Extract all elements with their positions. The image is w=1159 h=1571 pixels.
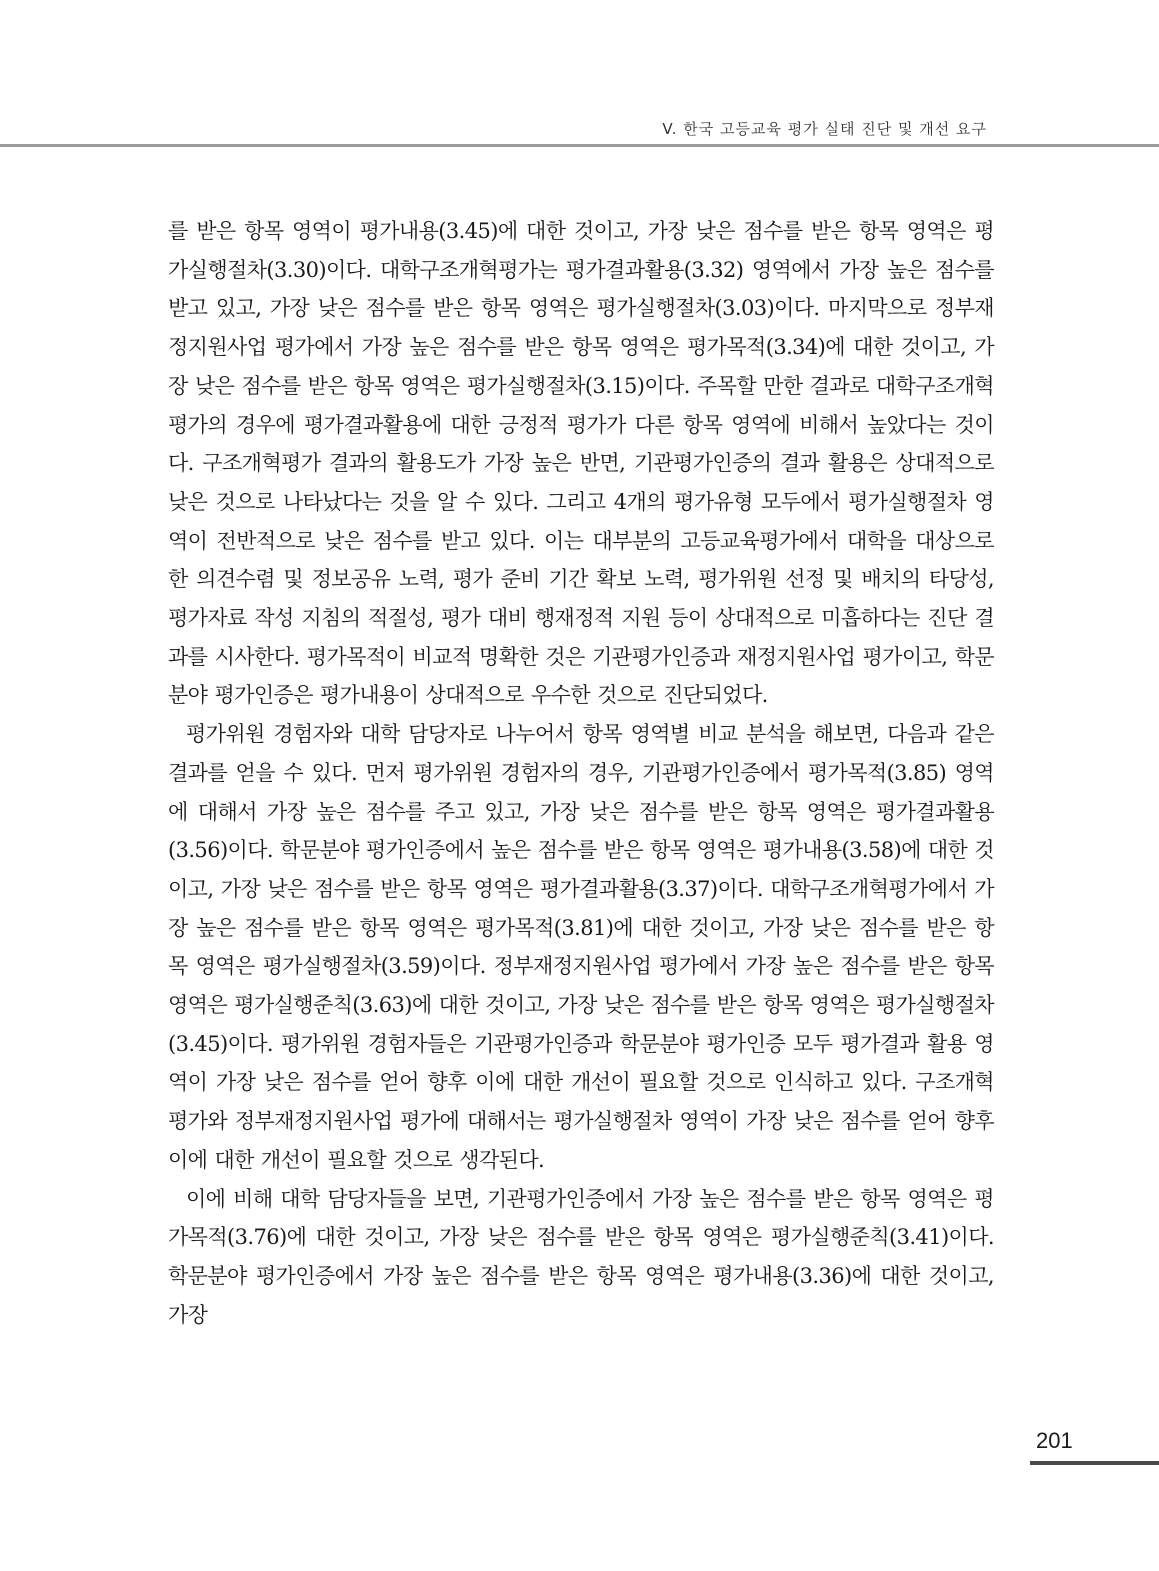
body-text [168,212,994,1334]
paragraph: 를 받은 항목 영역이 평가내용(3.45)에 대한 것이고, 가장 낮은 점수를 받은 항목 영역은 평가실행절차(3.30)이다. 대학구조개혁평가는 평가결과활용(3.32) 영역에서 가장 높은 점수를 받고 있고, 가장 낮은 점수를 받은 항목 영역은 평가실행절차(3.03)이다. 마지막으로 정부재정지원사업 평가에서 가장 높은 점수를 받은 항목 영역은 평가목적(3.34)에 대한 것이고, 가장 낮은 점수를 받은 항목 영역은 평가실행절차(3.15)이다. 주목할 만한 결과로 대학구조개혁평가의 경우에 평가결과활용에 대한 긍정적 평가가 다른 항목 영역에 비해서 높았다는 것이다. 구조개혁평가 결과의 활용도가 가장 높은 반면, 기관평가인증의 결과 활용은 상대적으로 낮은 것으로 나타났다는 것을 알 수 있다. 그리고 4개의 평가유형 모두에서 평가실행절차 영역이 전반적으로 낮은 점수를 받고 있다. 이는 대부분의 고등교육평가에서 대학을 대상으로 한 의견수렴 및 정보공유 노력, 평가 준비 기간 확보 노력, 평가위원 선정 및 배치의 타당성, 평가자료 작성 지침의 적절성, 평가 대비 행재정적 지원 등이 상대적으로 미흡하다는 진단 결과를 시사한다. 평가목적이 비교적 명확한 것은 기관평가인증과 재정지원사업 평가이고, 학문분야 평가인증은 평가내용이 상대적으로 우수한 것으로 진단되었다. [168,219,994,708]
header-rule [0,144,1159,147]
page-number: 201 [1036,1428,1073,1453]
running-header: V. 한국 고등교육 평가 실태 진단 및 개선 요구 [662,120,987,138]
paragraph: 이에 비해 대학 담당자들을 보면, 기관평가인증에서 가장 높은 점수를 받은 항목 영역은 평가목적(3.76)에 대한 것이고, 가장 낮은 점수를 받은 항목 영역은 평가실행준칙(3.41)이다. 학문분야 평가인증에서 가장 높은 점수를 받은 항목 영역은 평가내용(3.36)에 대한 것이고, 가장 [168,1186,994,1327]
paragraph: 평가위원 경험자와 대학 담당자로 나누어서 항목 영역별 비교 분석을 해보면, 다음과 같은 결과를 얻을 수 있다. 먼저 평가위원 경험자의 경우, 기관평가인증에서 평가목적(3.85) 영역에 대해서 가장 높은 점수를 주고 있고, 가장 낮은 점수를 받은 항목 영역은 평가결과활용(3.56)이다. 학문분야 평가인증에서 높은 점수를 받은 항목 영역은 평가내용(3.58)에 대한 것이고, 가장 낮은 점수를 받은 항목 영역은 평가결과활용(3.37)이다. 대학구조개혁평가에서 가장 높은 점수를 받은 항목 영역은 평가목적(3.81)에 대한 것이고, 가장 낮은 점수를 받은 항목 영역은 평가실행절차(3.59)이다. 정부재정지원사업 평가에서 가장 높은 점수를 받은 항목 영역은 평가실행준칙(3.63)에 대한 것이고, 가장 낮은 점수를 받은 항목 영역은 평가실행절차(3.45)이다. 평가위원 경험자들은 기관평가인증과 학문분야 평가인증 모두 평가결과 활용 영역이 가장 낮은 점수를 얻어 향후 이에 대한 개선이 필요할 것으로 인식하고 있다. 구조개혁평가와 정부재정지원사업 평가에 대해서는 평가실행절차 영역이 가장 낮은 점수를 얻어 향후 이에 대한 개선이 필요할 것으로 생각된다. [168,722,994,1172]
footer-rule [1030,1461,1159,1465]
